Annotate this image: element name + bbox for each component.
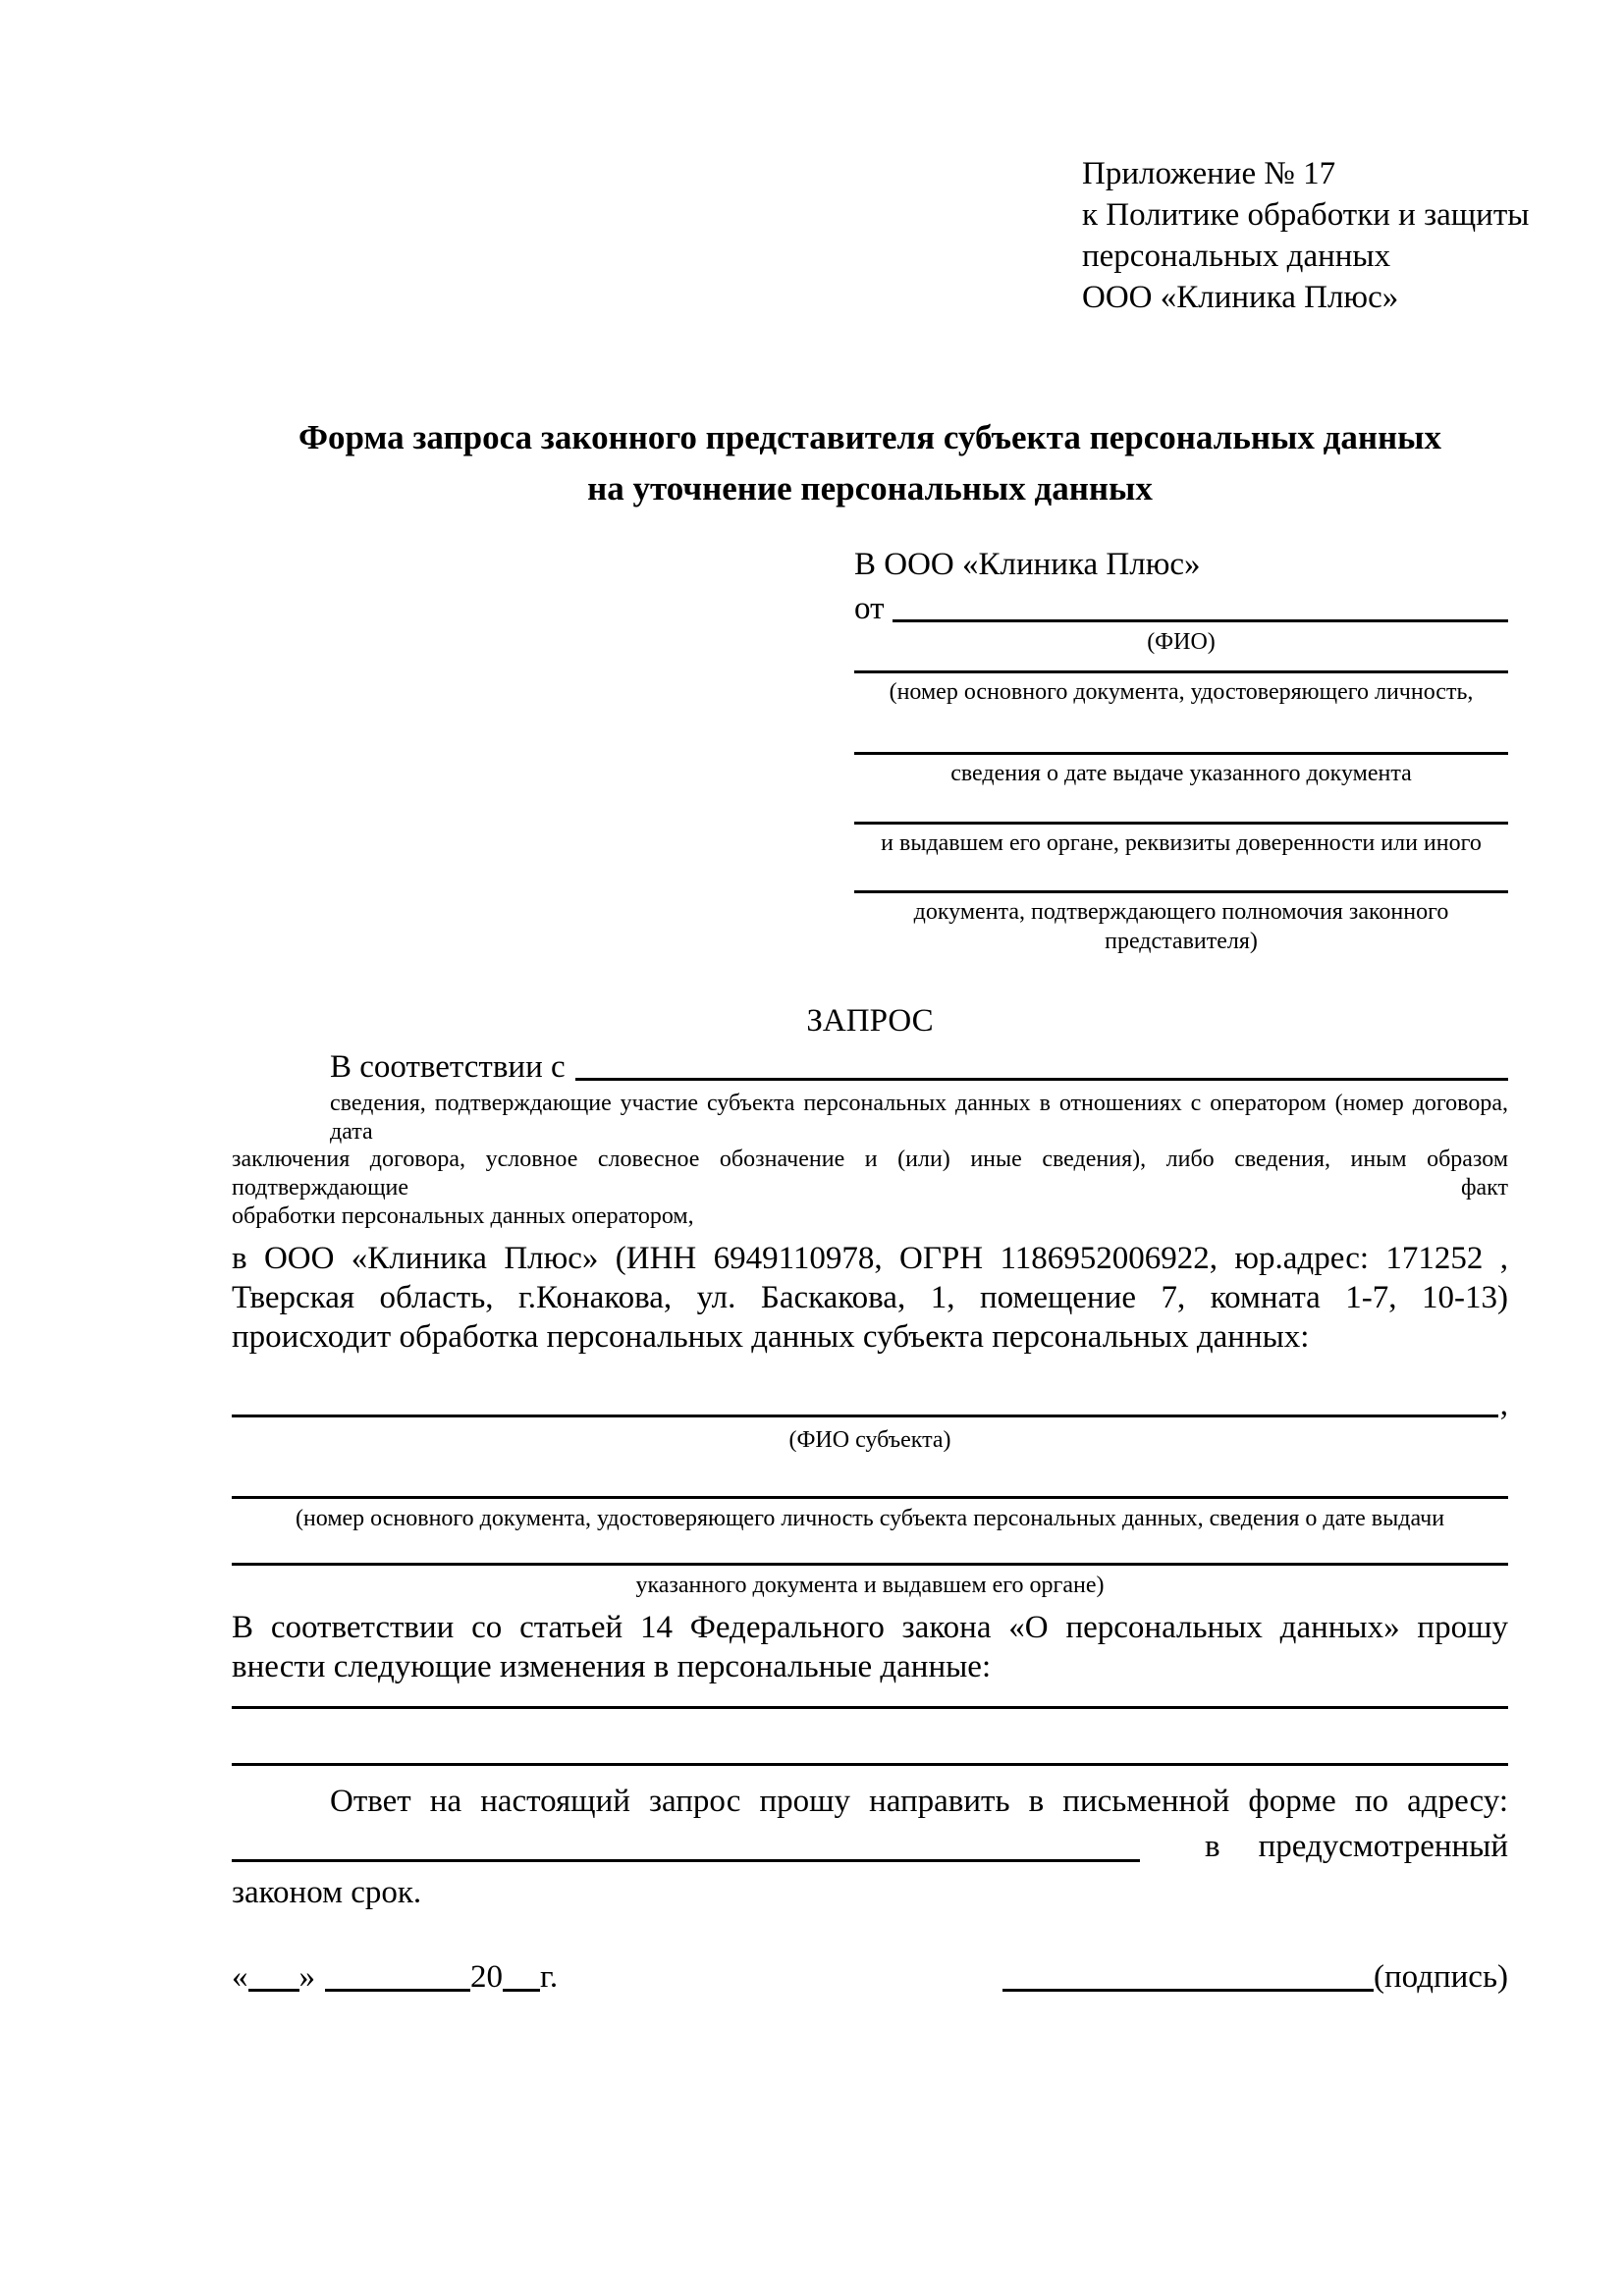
addressee-to-line: В ООО «Клиника Плюс»	[854, 546, 1201, 582]
authority-document-field	[854, 890, 1508, 956]
answer-line3: законом срок.	[232, 1874, 422, 1910]
appendix-header-note	[1082, 154, 1530, 319]
document-title-line2: на уточнение персональных данных	[587, 469, 1153, 508]
issue-date-caption: сведения о дате выдаче указанного документа	[950, 760, 1412, 786]
document-title-line1: Форма запроса законного представителя субъекта персональных данных	[298, 417, 1441, 456]
footnote-line2: заключения договора, условное словесное обозначение и (или) иные сведения), либо сведения, иным образом подтверждающие факт	[232, 1147, 1508, 1201]
answer-address-row	[232, 1827, 1508, 1866]
year-suffix: г.	[540, 1958, 559, 1995]
subject-authority-caption: указанного документа и выдавшем его органе)	[635, 1572, 1105, 1598]
request-heading: ЗАПРОС	[806, 1002, 934, 1039]
law-line2: внести следующие изменения в персональные данные:	[232, 1648, 992, 1684]
subject-authority-field	[232, 1563, 1508, 1600]
subject-document-field	[232, 1496, 1508, 1533]
date-signature-row	[232, 1957, 1508, 1997]
authority-document-caption: документа, подтверждающего полномочия законного представителя)	[913, 898, 1449, 954]
issuing-authority-blank-line	[854, 822, 1508, 825]
signature-caption: (подпись)	[1374, 1958, 1508, 1995]
year-blank-line	[503, 1989, 540, 1992]
issuing-authority-caption: и выдавшем его органе, реквизиты доверенности или иного	[881, 829, 1482, 856]
document-number-blank-line	[854, 670, 1508, 673]
subject-fio-caption: (ФИО субъекта)	[788, 1426, 951, 1453]
accordance-row	[232, 1049, 1508, 1086]
company-name: ООО «Клиника Плюс»	[1082, 279, 1399, 315]
operator-paragraph	[232, 1239, 1508, 1358]
quote-close: »	[298, 1958, 315, 1995]
subject-document-caption: (номер основного документа, удостоверяющего личность субъекта персональных данных, сведения о дате выдачи	[295, 1505, 1445, 1531]
accordance-blank-line	[575, 1078, 1508, 1081]
subject-fio-row	[232, 1387, 1508, 1423]
issue-date-field	[854, 752, 1508, 788]
trailing-comma: ,	[1499, 1386, 1508, 1422]
signature-blank-line	[1002, 1989, 1374, 1992]
quote-open: «	[232, 1958, 248, 1995]
appendix-number: Приложение № 17	[1082, 156, 1336, 191]
answer-word-in: в	[1205, 1829, 1220, 1865]
day-blank-line	[248, 1989, 299, 1992]
footnote-line3: обработки персональных данных оператором,	[232, 1203, 694, 1230]
personal-data-line: персональных данных	[1082, 238, 1391, 274]
signature-group	[1002, 1957, 1508, 1997]
operator-line2: Тверская область, г.Конакова, ул. Баскакова, 1, помещение 7, комната 1-7, 10-13)	[232, 1280, 1508, 1316]
subject-document-blank-line	[232, 1496, 1508, 1499]
answer-line1: Ответ на настоящий запрос прошу направить в письменной форме по адресу:	[330, 1784, 1508, 1820]
policy-reference-line: к Политике обработки и защиты	[1082, 196, 1530, 233]
footnote-line1: сведения, подтверждающие участие субъекта персональных данных в отношениях с оператором (номер договора, дата	[330, 1090, 1508, 1145]
year-prefix: 20	[470, 1958, 503, 1995]
from-row	[854, 591, 1508, 627]
from-label: от	[854, 590, 885, 626]
subject-authority-blank-line	[232, 1563, 1508, 1566]
document-number-field	[854, 670, 1508, 707]
law-paragraph	[232, 1608, 1508, 1687]
month-blank-line	[325, 1989, 470, 1992]
document-title	[232, 412, 1508, 515]
answer-paragraph	[232, 1782, 1508, 1912]
accordance-footnote	[232, 1090, 1508, 1231]
document-number-caption: (номер основного документа, удостоверяющего личность,	[889, 678, 1474, 705]
subject-fio-blank-line	[232, 1415, 1498, 1417]
operator-line3: происходит обработка персональных данных субъекта персональных данных:	[232, 1319, 1310, 1356]
operator-line1: в ООО «Клиника Плюс» (ИНН 6949110978, ОГРН 1186952006922, юр.адрес: 171252 ,	[232, 1240, 1508, 1276]
answer-word-stipulated: предусмотренный	[1258, 1829, 1508, 1865]
from-name-blank-line	[893, 619, 1509, 622]
law-line1: В соответствии со статьей 14 Федерального закона «О персональных данных» прошу	[232, 1609, 1508, 1645]
date-group	[232, 1957, 558, 1997]
addressee-block	[854, 545, 1508, 956]
authority-document-blank-line	[854, 890, 1508, 893]
issuing-authority-field	[854, 822, 1508, 858]
issue-date-blank-line	[854, 752, 1508, 755]
fio-caption: (ФИО)	[1147, 628, 1216, 655]
answer-address-blank-line	[232, 1859, 1140, 1862]
changes-blank-line-1	[232, 1706, 1508, 1709]
accordance-label: В соответствии с	[330, 1048, 566, 1085]
changes-blank-line-2	[232, 1763, 1508, 1766]
